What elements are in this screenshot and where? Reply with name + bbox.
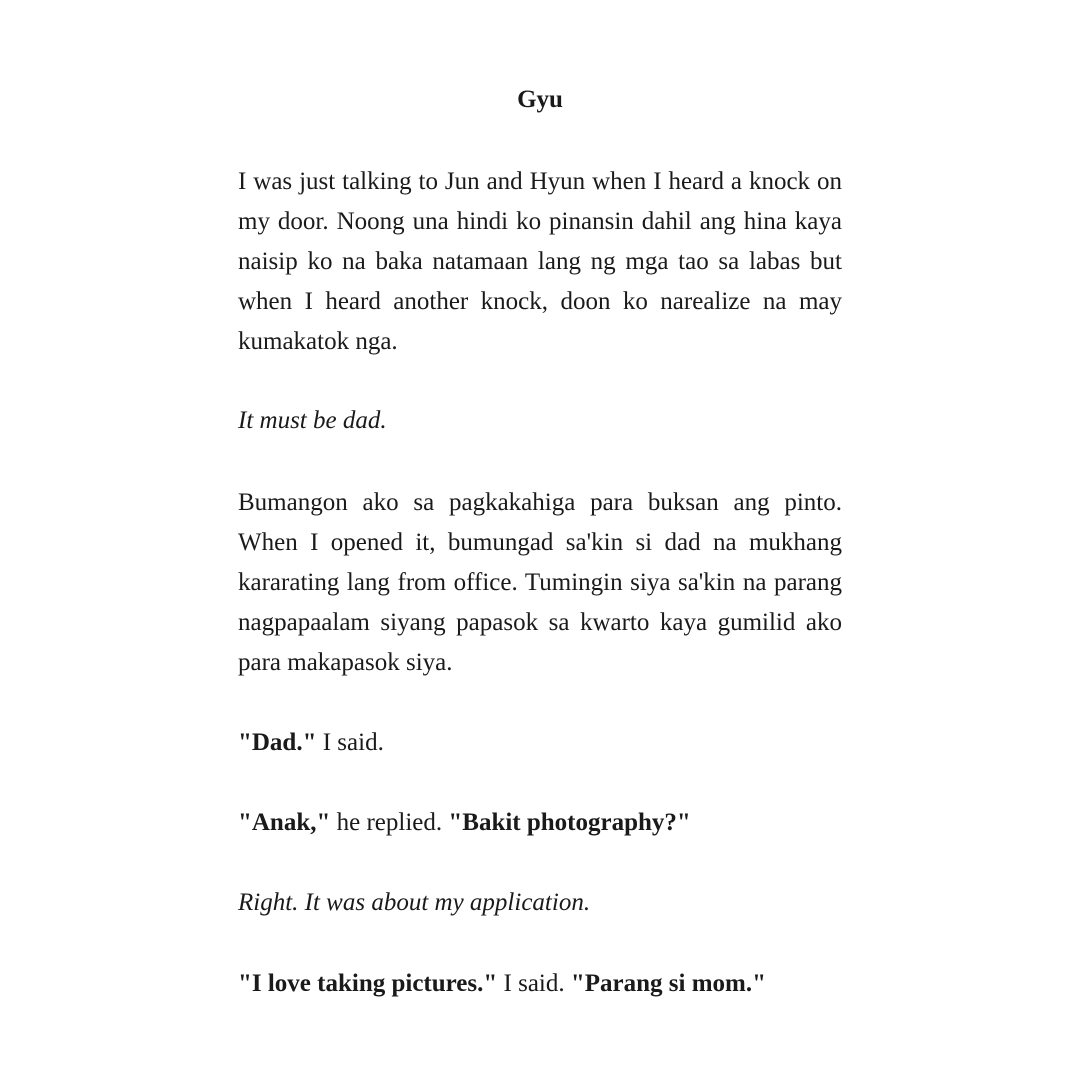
dialogue-speech: "Parang si mom." [570,970,766,997]
dialogue-speech: "I love taking pictures." [238,970,498,997]
dialogue-tag: I said. [316,729,384,756]
dialogue-tag: he replied. [330,809,449,836]
dialogue-speech: "Dad." [238,729,317,756]
paragraph-thought-dad: It must be dad. [238,407,387,434]
dialogue-line-pictures [238,964,842,1004]
dialogue-tag: I said. [497,970,571,997]
paragraph-knock: I was just talking to Jun and Hyun when I heard a knock on my door. Noong una hindi ko pinansin dahil ang hina kaya naisip ko na baka natamaan lang ng mga tao sa labas but when I heard another knock, doon ko narealize na may kumakatok nga. [238,168,842,355]
dialogue-line-anak [238,803,842,843]
paragraph-thought-application: Right. It was about my application. [238,889,591,916]
dialogue-speech: "Bakit photography?" [448,809,691,836]
dialogue-line-dad [238,723,842,763]
paragraph-open-door: Bumangon ako sa pagkakahiga para buksan ang pinto. When I opened it, bumungad sa'kin si dad na mukhang kararating lang from office. Tumingin siya sa'kin na parang nagpapaalam siyang papasok sa kwarto kaya gumilid ako para makapasok siya. [238,489,842,676]
dialogue-speech: "Anak," [238,809,331,836]
chapter-title: Gyu [517,86,563,113]
